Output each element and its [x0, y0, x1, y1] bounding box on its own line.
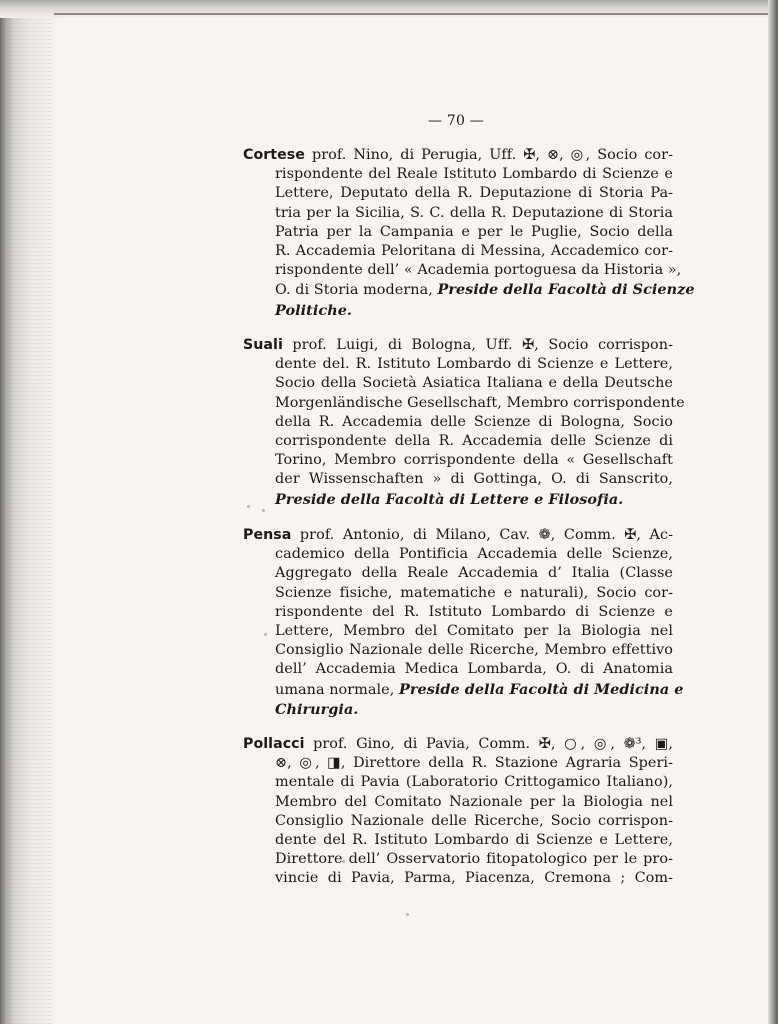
entry-line — [243, 526, 673, 545]
italic-title: Preside della Facoltà di Scienze — [437, 281, 695, 299]
entry-line: Chirurgia. — [275, 700, 359, 718]
entry-line: Patria per la Campania e per le Puglie, Socio della — [275, 223, 673, 240]
entry-line: Consiglio Nazionale delle Ricerche, Membro effettivo — [275, 642, 673, 659]
entry-line: Aggregato della Reale Accademia d’ Italia (Classe — [275, 565, 673, 582]
entry-line — [243, 336, 673, 355]
entry-line: Preside della Facoltà di Lettere e Filosofia. — [275, 490, 624, 508]
entry-line: Torino, Membro corrispondente della « Gesellschaft — [275, 452, 673, 469]
right-scan-edge — [768, 0, 778, 1024]
entry-line: rispondente del Reale Istituto Lombardo di Scienze e — [275, 166, 673, 183]
entry-line: Socio della Società Asiatica Italiana e della Deutsche — [275, 375, 673, 392]
surname: Cortese — [243, 147, 305, 163]
entry-text: O. di Storia moderna, — [275, 282, 438, 299]
entry-line: ⊗, ◎, ◨, Direttore della R. Stazione Agraria Speri- — [275, 755, 673, 772]
entry-line: Politiche. — [275, 301, 352, 319]
entry-line: Lettere, Deputato della R. Deputazione di Storia Pa- — [275, 185, 673, 202]
entry-line: Scienze fisiche, matematiche e naturali), Socio cor- — [275, 584, 673, 601]
entry-line: corrispondente della R. Accademia delle Scienze di — [275, 433, 673, 450]
surname: Pensa — [243, 527, 292, 543]
scan-speck — [264, 633, 267, 636]
top-rule-line — [54, 13, 774, 15]
entry-text: prof. Gino, di Pavia, Comm. ✠, ○, ◎, ❁³, ▣, — [304, 736, 673, 752]
entry-pollacci — [243, 735, 673, 889]
entry-line — [243, 146, 673, 165]
entry-suali — [243, 336, 685, 509]
entry-cortese — [243, 146, 695, 320]
binding-texture — [8, 0, 52, 1024]
scan-speck — [247, 505, 250, 508]
entry-text: umana normale, — [275, 681, 399, 698]
entry-line: vincie di Pavia, Parma, Piacenza, Cremona ; Com- — [275, 870, 673, 887]
scan-speck — [406, 913, 409, 916]
entry-line: mentale di Pavia (Laboratorio Crittogamico Italiano), — [275, 774, 673, 791]
entry-line: della R. Accademia delle Scienze di Bologna, Socio — [275, 413, 673, 430]
entry-line: rispondente dell’ « Academia portoguesa da Historia », — [275, 262, 682, 279]
entry-text: prof. Luigi, di Bologna, Uff. ✠, Socio corrispon- — [282, 337, 673, 353]
entry-text: prof. Nino, di Perugia, Uff. ✠, ⊗, ◎, Socio cor- — [304, 147, 673, 163]
entry-line — [275, 280, 695, 300]
entry-line: dente del R. Istituto Lombardo di Scienze e Lettere, — [275, 832, 673, 849]
entry-text: prof. Antonio, di Milano, Cav. ❁, Comm. ✠, Ac- — [291, 527, 673, 543]
entry-line: Direttore dell’ Osservatorio fitopatologico per le pro- — [275, 851, 673, 868]
entry-pensa — [243, 526, 684, 719]
italic-title: Preside della Facoltà di Medicina e — [398, 680, 684, 698]
entry-line: der Wissenschaften » di Gottinga, O. di Sanscrito, — [275, 471, 673, 488]
entry-line: Lettere, Membro del Comitato per la Biologia nel — [275, 623, 673, 640]
scan-speck — [262, 509, 265, 512]
entry-line: dell’ Accademia Medica Lombarda, O. di Anatomia — [275, 661, 673, 678]
entry-line: dente del. R. Istituto Lombardo di Scienze e Lettere, — [275, 356, 673, 373]
entry-line — [275, 680, 684, 700]
entry-line: Membro del Comitato Nazionale per la Biologia nel — [275, 793, 673, 810]
entry-line: cademico della Pontificia Accademia delle Scienze, — [275, 546, 673, 563]
entry-line: R. Accademia Peloritana di Messina, Accademico cor- — [275, 243, 673, 260]
scan-speck — [342, 860, 345, 863]
top-scan-edge — [0, 0, 778, 18]
entry-line: Morgenländische Gesellschaft, Membro corrispondente — [275, 394, 685, 411]
entry-line: Consiglio Nazionale delle Ricerche, Socio corrispon- — [275, 812, 673, 829]
entry-line: tria per la Sicilia, S. C. della R. Deputazione di Storia — [275, 204, 673, 221]
surname: Suali — [243, 337, 283, 353]
entry-line — [243, 735, 673, 754]
entry-line: rispondente del R. Istituto Lombardo di Scienze e — [275, 603, 673, 620]
page-number: — 70 — — [428, 113, 484, 129]
surname: Pollacci — [243, 736, 305, 752]
